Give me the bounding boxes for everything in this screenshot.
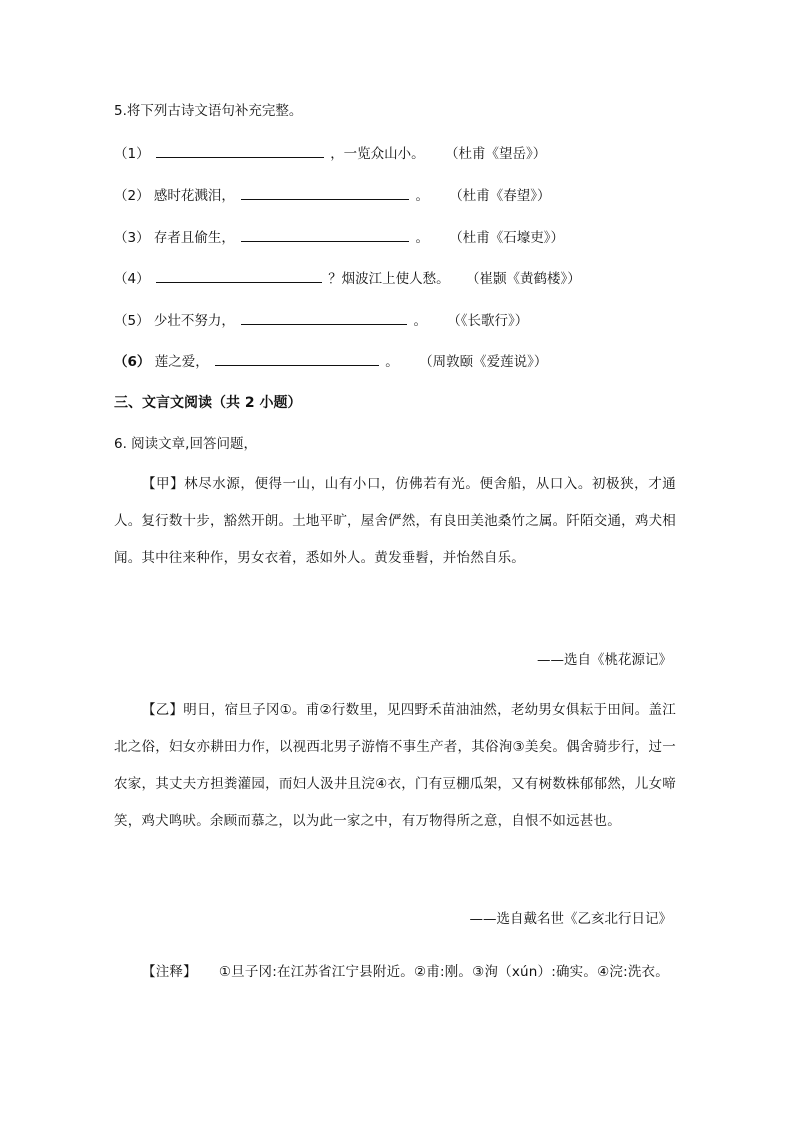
q6-title: 6. 阅读文章,回答问题， [114, 436, 257, 452]
answer-blank[interactable] [241, 310, 407, 325]
section-heading: 三、文言文阅读（共 2 小题） [114, 395, 302, 411]
answer-blank[interactable] [241, 185, 409, 200]
item-source: （杜甫《春望》） [449, 188, 551, 204]
q5-item-5 [114, 310, 528, 331]
item-source: （崔颢《黄鹤楼》） [465, 271, 581, 287]
answer-blank[interactable] [215, 351, 379, 366]
notes-text: ①旦子冈:在江苏省江宁县附近。②甫:刚。③洵（xún）:确实。④浣:洗衣。 [218, 964, 669, 980]
q5-item-2 [114, 185, 551, 206]
source-jia: ——选自《桃花源记》 [537, 652, 672, 668]
item-number: （2） [114, 188, 150, 204]
item-source: （《长歌行》） [447, 313, 529, 329]
item-text-before: 存者且偷生， [153, 230, 235, 246]
item-text-after: ？烟波江上使人愁。 [328, 271, 450, 287]
answer-blank[interactable] [156, 268, 322, 283]
answer-blank[interactable] [241, 227, 409, 242]
item-text-after: 。 [385, 354, 399, 370]
source-yi: ——选自戴名世《乙亥北行日记》 [469, 911, 672, 927]
item-text-before: 莲之爱， [154, 354, 209, 370]
item-number: （5） [114, 313, 150, 329]
item-text-before: 少壮不努力， [153, 313, 235, 329]
passage-jia: 【甲】林尽水源，便得一山，山有小口，仿佛若有光。便舍船，从口入。初极狭，才通人。复行数十步，豁然开朗。土地平旷，屋舍俨然，有良田美池桑竹之属。阡陌交通，鸡犬相闻。其中往来种作，男女衣着，悉如外人。黄发垂髫，并怡然自乐。 [114, 476, 676, 566]
item-source: （杜甫《石壕吏》） [449, 230, 565, 246]
item-number: （1） [114, 146, 150, 162]
item-source: （周敦颐《爱莲说》） [419, 354, 548, 370]
q5-item-3 [114, 227, 564, 248]
notes-label: 【注释】 [142, 964, 197, 980]
item-text-after: ，一览众山小。 [330, 146, 425, 162]
q5-item-6 [114, 351, 547, 372]
passage-yi: 【乙】明日，宿旦子冈①。甫②行数里，见四野禾苗油油然，老幼男女俱耘于田间。盖江北之俗，妇女亦耕田力作，以视西北男子游惰不事生产者，其俗洵③美矣。偶舍骑步行，过一农家，其丈夫方担粪灌园，而妇人汲井且浣④衣，门有豆棚瓜架，又有树数株郁郁然，儿女啼笑，鸡犬鸣吠。余顾而慕之，以为此一家之中，有万物得所之意，自恨不如远甚也。 [114, 702, 676, 829]
item-number: （3） [114, 230, 150, 246]
item-text-before: 感时花溅泪， [153, 188, 235, 204]
item-text-after: 。 [413, 313, 427, 329]
item-number: （6） [114, 354, 151, 370]
q5-title: 5.将下列古诗文语句补充完整。 [114, 103, 303, 119]
item-text-after: 。 [415, 230, 429, 246]
q5-item-4 [114, 268, 581, 289]
notes [114, 953, 676, 991]
item-number: （4） [114, 271, 150, 287]
q5-item-1 [114, 143, 546, 164]
item-text-after: 。 [415, 188, 429, 204]
answer-blank[interactable] [156, 143, 324, 158]
item-source: （杜甫《望岳》） [444, 146, 547, 162]
